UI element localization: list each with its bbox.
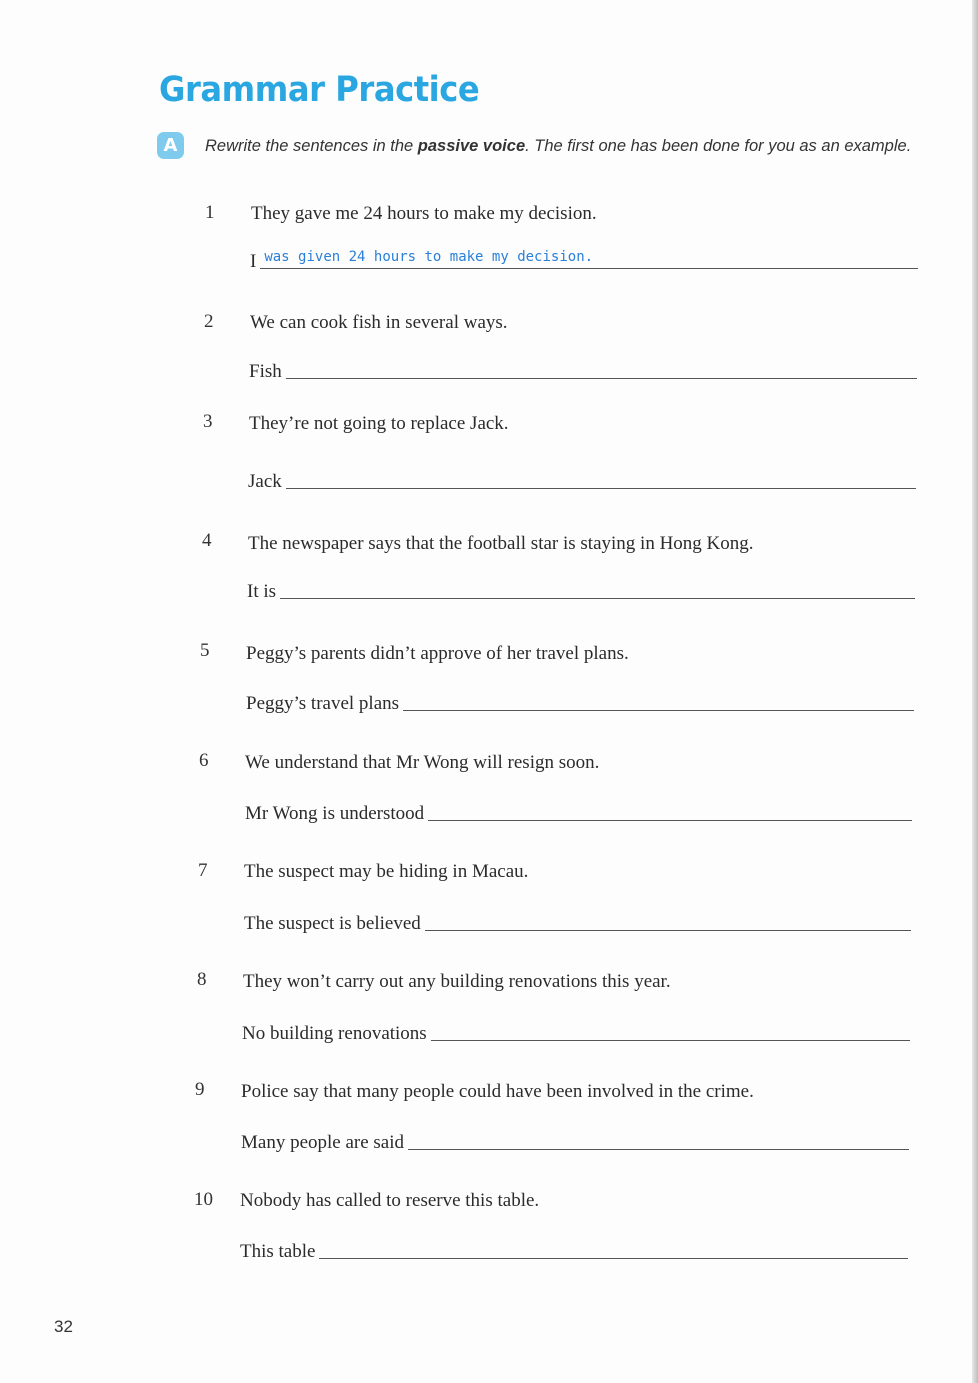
answer-prompt: It is	[247, 581, 277, 602]
section-badge: A	[157, 132, 184, 159]
answer-line[interactable]	[425, 910, 911, 931]
answer-row	[249, 358, 917, 383]
exercise-sentence: The newspaper says that the football star is staying in Hong Kong.	[248, 533, 754, 554]
answer-row	[248, 468, 916, 493]
exercise-number: 4	[202, 530, 212, 551]
exercise-sentence: We understand that Mr Wong will resign soon.	[245, 752, 600, 773]
exercise-sentence: They gave me 24 hours to make my decision.	[251, 203, 597, 224]
exercise-number: 7	[198, 860, 208, 881]
exercise-number: 5	[200, 640, 210, 661]
answer-prompt: No building renovations	[242, 1023, 427, 1044]
answer-line[interactable]	[286, 468, 916, 489]
answer-prompt: Fish	[249, 361, 282, 382]
page-edge-shadow	[972, 0, 978, 1383]
answer-row	[240, 1238, 908, 1263]
answer-line[interactable]	[280, 578, 915, 599]
answer-prompt: Many people are said	[241, 1132, 405, 1153]
exercise-sentence: Nobody has called to reserve this table.	[240, 1190, 540, 1211]
answer-prompt: The suspect is believed	[244, 913, 421, 934]
exercise-number: 3	[203, 411, 213, 432]
answer-prompt: This table	[240, 1241, 316, 1262]
answer-row	[245, 800, 912, 825]
answer-prompt: Peggy’s travel plans	[246, 693, 400, 714]
answer-row	[244, 910, 911, 935]
exercise-number: 8	[197, 969, 207, 990]
answer-row	[241, 1129, 909, 1154]
answer-prompt: I	[250, 251, 257, 272]
exercise-sentence: They won’t carry out any building renovations this year.	[243, 971, 671, 992]
exercise-sentence: Peggy’s parents didn’t approve of her travel plans.	[246, 643, 629, 664]
exercise-number: 2	[204, 311, 214, 332]
answer-line[interactable]	[408, 1129, 909, 1150]
handwritten-answer: was given 24 hours to make my decision.	[264, 249, 594, 265]
answer-row	[242, 1020, 910, 1045]
instruction-text-start: Rewrite the sentences in the	[205, 137, 418, 155]
page-number: 32	[54, 1317, 73, 1336]
exercise-sentence: The suspect may be hiding in Macau.	[244, 861, 529, 882]
exercise-number: 9	[195, 1079, 205, 1100]
answer-line[interactable]	[260, 248, 918, 269]
instruction-emphasis: passive voice	[417, 137, 526, 155]
instruction-text-end: . The first one has been done for you as an example.	[525, 137, 912, 155]
exercise-sentence: Police say that many people could have been involved in the crime.	[241, 1081, 754, 1102]
answer-line[interactable]	[431, 1020, 910, 1041]
answer-row	[250, 248, 918, 273]
page-title: Grammar Practice	[159, 70, 480, 110]
exercise-number: 1	[205, 202, 215, 223]
exercise-number: 10	[194, 1189, 213, 1210]
exercise-sentence: They’re not going to replace Jack.	[249, 413, 509, 434]
exercise-sentence: We can cook fish in several ways.	[250, 312, 508, 333]
answer-line[interactable]	[403, 690, 914, 711]
answer-line[interactable]	[286, 358, 917, 379]
answer-row	[246, 690, 914, 715]
answer-prompt: Jack	[248, 471, 282, 492]
answer-line[interactable]	[428, 800, 912, 821]
answer-row	[247, 578, 915, 603]
exercise-instruction	[205, 137, 911, 156]
exercise-number: 6	[199, 750, 209, 771]
answer-line[interactable]	[319, 1238, 908, 1259]
answer-prompt: Mr Wong is understood	[245, 803, 425, 824]
